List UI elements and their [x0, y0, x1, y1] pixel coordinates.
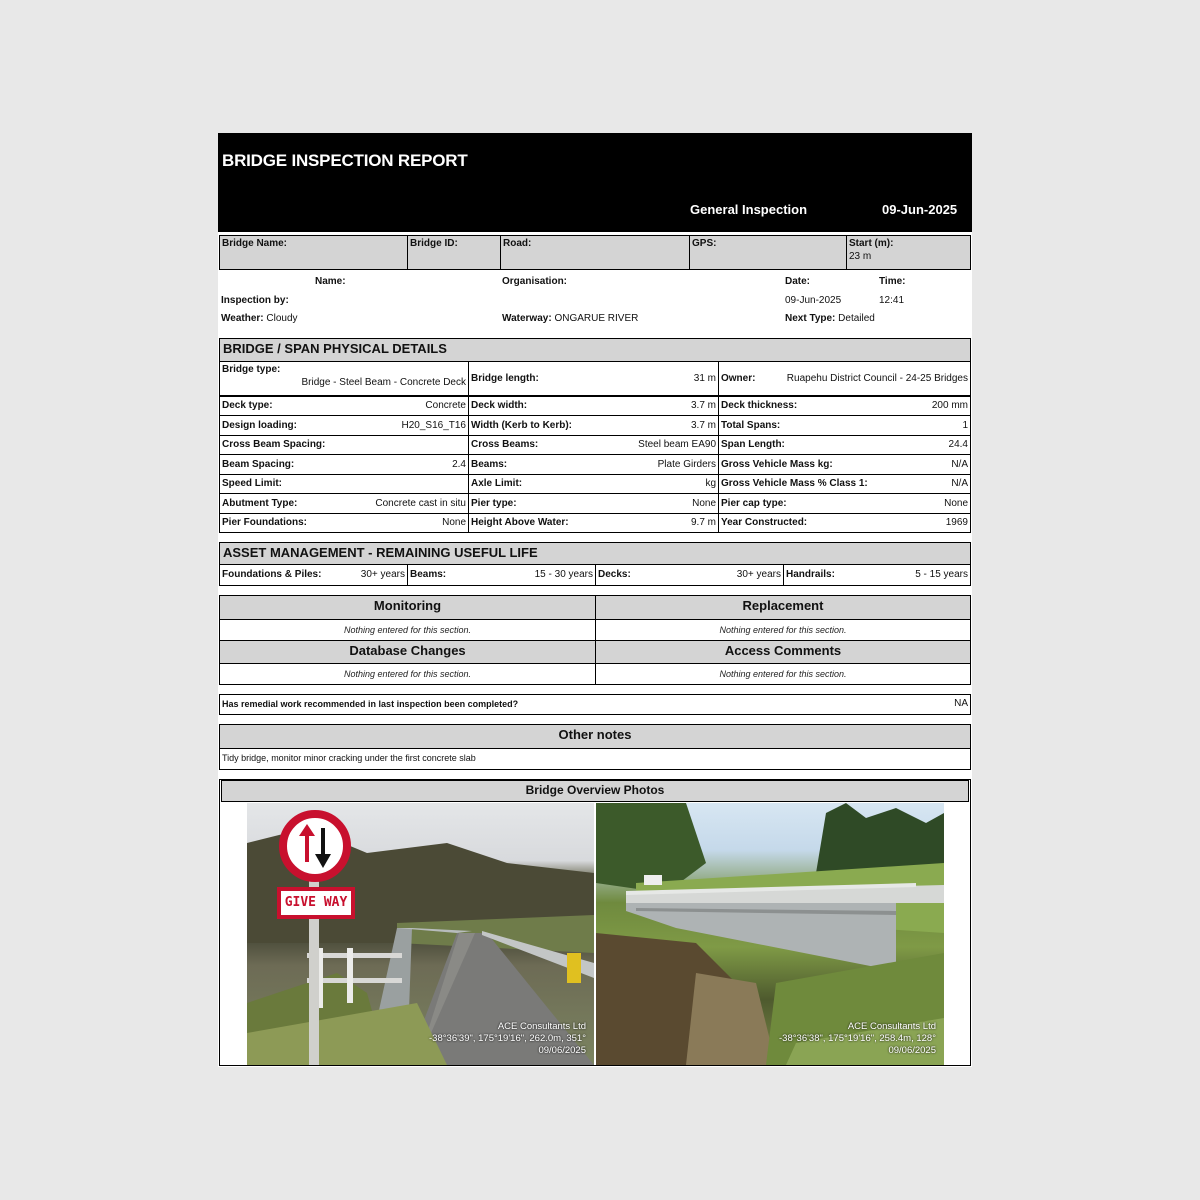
priority-arrows-icon: [287, 818, 343, 874]
physical-label: Pier type:: [471, 498, 517, 509]
other-notes-text: Tidy bridge, monitor minor cracking under the first concrete slab: [219, 748, 971, 770]
left-photo-overlay: [429, 1021, 586, 1057]
physical-cell: [718, 454, 971, 475]
physical-label: Span Length:: [721, 439, 785, 450]
date-label: Date:: [785, 276, 811, 287]
waterway-field: [502, 312, 638, 325]
physical-label: Cross Beam Spacing:: [222, 439, 326, 450]
right-photo-date: 09/06/2025: [888, 1045, 936, 1056]
physical-label: Beam Spacing:: [222, 459, 295, 470]
physical-cell: [219, 513, 469, 533]
owner-value: Ruapehu District Council - 24-25 Bridges: [786, 373, 968, 384]
monitoring-heading: Monitoring: [219, 595, 596, 620]
bridge-name-label: Bridge Name:: [222, 238, 288, 249]
priority-sign: [279, 810, 351, 882]
physical-cell: [219, 493, 469, 514]
owner-label: Owner:: [721, 373, 756, 384]
physical-label: Abutment Type:: [222, 498, 298, 509]
remedial-answer: NA: [954, 698, 968, 709]
report-header: [218, 133, 972, 232]
physical-cell: [718, 474, 971, 494]
asset-life-cell: [595, 564, 784, 586]
physical-label: Deck thickness:: [721, 400, 798, 411]
physical-value: 3.7 m: [690, 420, 716, 431]
physical-value: H20_S16_T16: [401, 420, 466, 431]
inspection-type: General Inspection: [690, 202, 808, 217]
next-type-label: Next Type:: [785, 313, 836, 324]
physical-label: Beams:: [471, 459, 508, 470]
inspection-by-label: Inspection by:: [221, 295, 289, 306]
give-way-sign: GIVE WAY: [277, 887, 355, 919]
bridge-name-cell: [219, 235, 408, 270]
start-label: Start (m):: [849, 238, 894, 249]
physical-cell: [718, 513, 971, 533]
time-value: 12:41: [879, 295, 905, 306]
asset-life-value: 30+ years: [736, 569, 781, 580]
physical-value: None: [442, 517, 466, 528]
asset-life-value: 15 - 30 years: [534, 569, 593, 580]
owner-cell: [718, 361, 971, 396]
asset-life-value: 5 - 15 years: [915, 569, 968, 580]
asset-life-label: Decks:: [598, 569, 631, 580]
weather-field: [221, 312, 298, 325]
photos-heading: Bridge Overview Photos: [221, 780, 969, 802]
physical-value: 1969: [945, 517, 968, 528]
asset-life-cell: [219, 564, 408, 586]
database-changes-note: Nothing entered for this section.: [219, 663, 596, 685]
asset-life-cell: [783, 564, 971, 586]
physical-label: Pier cap type:: [721, 498, 787, 509]
physical-cell: [219, 396, 469, 416]
physical-cell: [468, 396, 719, 416]
asset-life-label: Foundations & Piles:: [222, 569, 322, 580]
physical-label: Pier Foundations:: [222, 517, 307, 528]
right-photo-company: ACE Consultants Ltd: [847, 1021, 936, 1032]
asset-life-cell: [407, 564, 596, 586]
physical-label: Width (Kerb to Kerb):: [471, 420, 573, 431]
physical-value: Steel beam EA90: [638, 439, 716, 450]
report-date: 09-Jun-2025: [882, 202, 958, 217]
physical-label: Total Spans:: [721, 420, 781, 431]
physical-cell: [468, 415, 719, 436]
physical-cell: [718, 396, 971, 416]
physical-label: Axle Limit:: [471, 478, 523, 489]
bridge-length-label: Bridge length:: [471, 373, 539, 384]
other-notes-heading: Other notes: [219, 724, 971, 749]
physical-label: Cross Beams:: [471, 439, 539, 450]
physical-label: Gross Vehicle Mass % Class 1:: [721, 478, 868, 489]
bridge-photo-left: [247, 803, 594, 1065]
monitoring-note: Nothing entered for this section.: [219, 619, 596, 641]
physical-value: Concrete: [425, 400, 466, 411]
physical-value: Concrete cast in situ: [375, 498, 466, 509]
start-cell: [846, 235, 971, 270]
date-value: 09-Jun-2025: [785, 295, 842, 306]
next-type-field: [785, 312, 875, 325]
weather-label: Weather:: [221, 313, 264, 324]
bridge-length-cell: [468, 361, 719, 396]
replacement-heading: Replacement: [595, 595, 971, 620]
physical-value: None: [692, 498, 716, 509]
bridge-photo-right: [596, 803, 944, 1065]
physical-label: Year Constructed:: [721, 517, 808, 528]
physical-value: 9.7 m: [690, 517, 716, 528]
physical-cell: [219, 474, 469, 494]
physical-cell: [718, 435, 971, 455]
gps-label: GPS:: [692, 238, 717, 249]
waterway-value: ONGARUE RIVER: [554, 313, 639, 324]
left-photo-company: ACE Consultants Ltd: [497, 1021, 586, 1032]
bridge-type-label: Bridge type:: [222, 364, 281, 375]
name-label: Name:: [315, 276, 346, 287]
physical-label: Height Above Water:: [471, 517, 569, 528]
asset-life-label: Handrails:: [786, 569, 835, 580]
physical-cell: [219, 415, 469, 436]
physical-label: Design loading:: [222, 420, 297, 431]
physical-cell: [468, 513, 719, 533]
physical-value: None: [944, 498, 968, 509]
access-comments-heading: Access Comments: [595, 640, 971, 664]
gps-cell: [689, 235, 847, 270]
physical-value: kg: [705, 478, 716, 489]
bridge-id-label: Bridge ID:: [410, 238, 458, 249]
access-comments-note: Nothing entered for this section.: [595, 663, 971, 685]
start-value: 23 m: [849, 251, 872, 262]
physical-value: 3.7 m: [690, 400, 716, 411]
physical-details-heading: BRIDGE / SPAN PHYSICAL DETAILS: [219, 338, 971, 362]
physical-cell: [219, 454, 469, 475]
physical-value: N/A: [951, 459, 968, 470]
bridge-id-cell: [407, 235, 501, 270]
asset-life-value: 30+ years: [360, 569, 405, 580]
physical-cell: [468, 454, 719, 475]
physical-value: 200 mm: [931, 400, 968, 411]
road-label: Road:: [503, 238, 532, 249]
remedial-question-row: [219, 694, 971, 715]
physical-value: N/A: [951, 478, 968, 489]
physical-cell: [718, 415, 971, 436]
bridge-type-cell: [219, 361, 469, 396]
database-changes-heading: Database Changes: [219, 640, 596, 664]
report-page: [218, 133, 972, 1067]
bridge-type-value: Bridge - Steel Beam - Concrete Deck: [301, 377, 466, 388]
weather-value: Cloudy: [266, 313, 298, 324]
physical-label: Gross Vehicle Mass kg:: [721, 459, 833, 470]
asset-management-heading: ASSET MANAGEMENT - REMAINING USEFUL LIFE: [219, 542, 971, 565]
report-title: BRIDGE INSPECTION REPORT: [222, 151, 468, 170]
physical-value: 24.4: [948, 439, 968, 450]
organisation-label: Organisation:: [502, 276, 568, 287]
replacement-note: Nothing entered for this section.: [595, 619, 971, 641]
physical-cell: [468, 474, 719, 494]
left-photo-coords: -38°36'39", 175°19'16", 262.0m, 351°: [429, 1033, 586, 1044]
physical-label: Deck width:: [471, 400, 528, 411]
left-photo-date: 09/06/2025: [538, 1045, 586, 1056]
remedial-question: Has remedial work recommended in last inspection been completed?: [222, 699, 519, 709]
physical-cell: [718, 493, 971, 514]
next-type-value: Detailed: [838, 313, 875, 324]
asset-life-label: Beams:: [410, 569, 447, 580]
physical-cell: [219, 435, 469, 455]
physical-value: 2.4: [452, 459, 466, 470]
physical-label: Deck type:: [222, 400, 273, 411]
physical-cell: [468, 435, 719, 455]
physical-label: Speed Limit:: [222, 478, 283, 489]
waterway-label: Waterway:: [502, 313, 552, 324]
right-photo-coords: -38°36'38", 175°19'16", 258.4m, 128°: [779, 1033, 936, 1044]
road-cell: [500, 235, 690, 270]
physical-value: 1: [962, 420, 968, 431]
bridge-length-value: 31 m: [693, 373, 716, 384]
right-photo-overlay: [779, 1021, 936, 1057]
time-label: Time:: [879, 276, 906, 287]
physical-value: Plate Girders: [657, 459, 716, 470]
physical-cell: [468, 493, 719, 514]
